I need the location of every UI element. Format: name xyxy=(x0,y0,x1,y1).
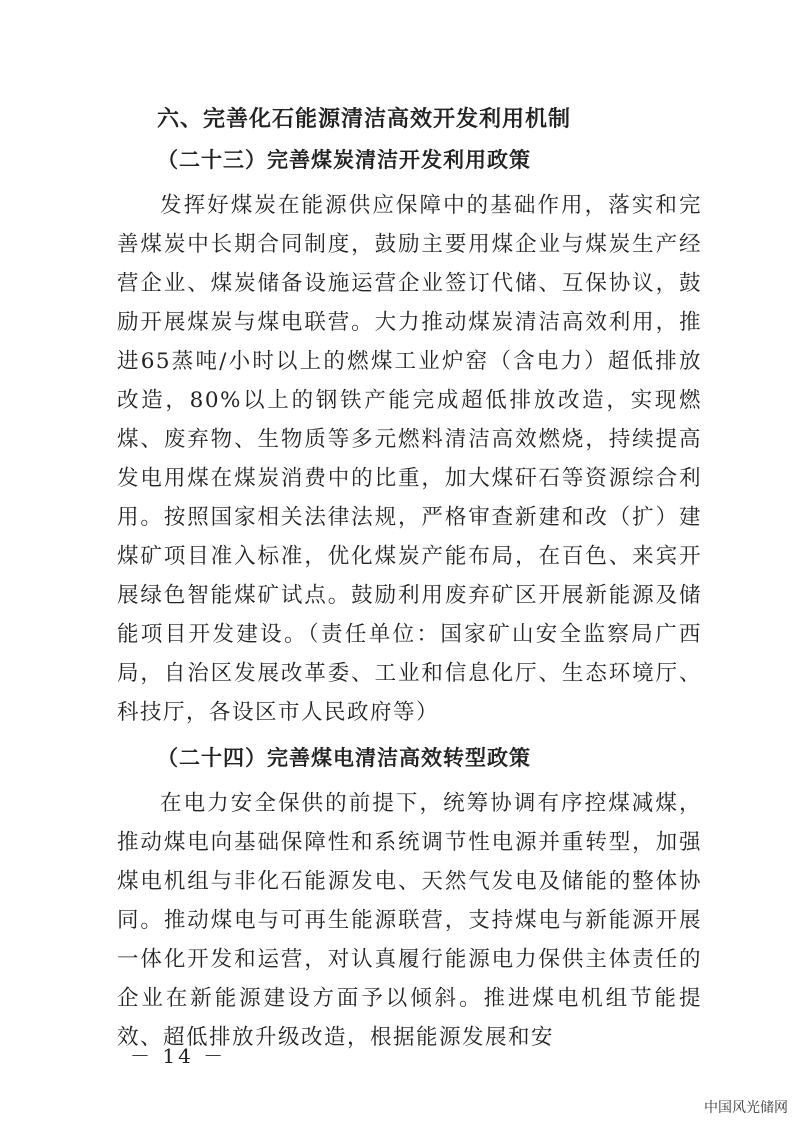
subsection-24-heading: （二十四）完善煤电清洁高效转型政策 xyxy=(157,746,531,770)
watermark-text: 中国风光储网 xyxy=(704,1100,788,1116)
document-body xyxy=(117,100,702,1057)
section-heading: 六、完善化石能源清洁高效开发利用机制 xyxy=(157,107,572,132)
subsection-23-heading: （二十三）完善煤炭清洁开发利用政策 xyxy=(157,148,531,172)
subsection-24-paragraph: 在电力安全保供的前提下，统筹协调有序控煤减煤，推动煤电向基础保障性和系统调节性电源并重转型，加强煤电机组与非化石能源发电、天然气发电及储能的整体协同。推动煤电与可再生能源联营，支持煤电与新能源开展一体化开发和运营，对认真履行能源电力保供主体责任的企业在新能源建设方面予以倾斜。推进煤电机组节能提效、超低排放升级改造，根据能源发展和安 xyxy=(117,791,702,1050)
subsection-23-paragraph: 发挥好煤炭在能源供应保障中的基础作用，落实和完善煤炭中长期合同制度，鼓励主要用煤企业与煤炭生产经营企业、煤炭储备设施运营企业签订代储、互保协议，鼓励开展煤炭与煤电联营。大力推动煤炭清洁高效利用，推进65蒸吨/小时以上的燃煤工业炉窑（含电力）超低排放改造，80%以上的钢铁产能完成超低排放改造，实现燃煤、废弃物、生物质等多元燃料清洁高效燃烧，持续提高发电用煤在煤炭消费中的比重，加大煤矸石等资源综合利用。按照国家相关法律法规，严格审查新建和改（扩）建煤矿项目准入标准，优化煤炭产能布局，在百色、来宾开展绿色智能煤矿试点。鼓励利用废弃矿区开展新能源及储能项目开发建设。（责任单位：国家矿山安全监察局广西局，自治区发展改革委、工业和信息化厅、生态环境厅、科技厅，各设区市人民政府等） xyxy=(117,193,702,725)
page-number: － 14 － xyxy=(130,1044,227,1068)
